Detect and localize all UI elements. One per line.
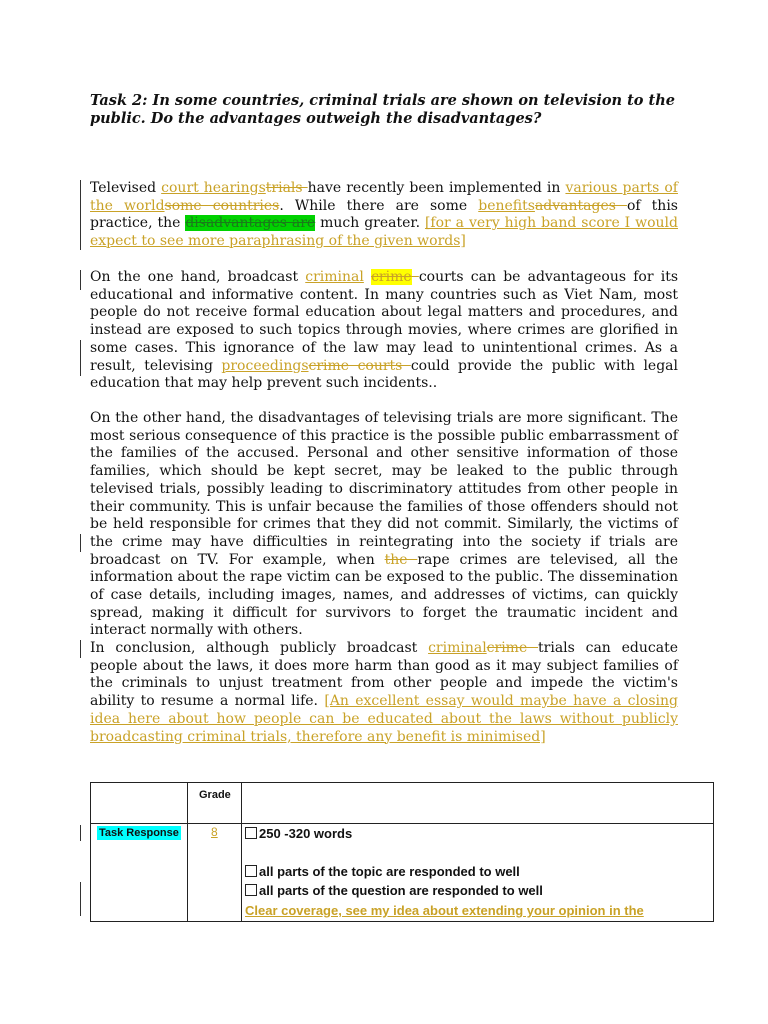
criterion-word-count: [245, 826, 352, 841]
task-response-grade: 8: [211, 825, 218, 839]
text: [364, 269, 371, 285]
text: could provide the public with legal education that may help prevent such incidents..: [90, 357, 679, 392]
criterion-label: 250 -320 words: [259, 826, 353, 841]
deletion: crime: [486, 640, 539, 656]
text: On the one hand, broadcast: [90, 269, 306, 285]
insertion: proceedings: [221, 357, 309, 374]
insertion: various parts of the world: [90, 180, 678, 214]
task-title: Task 2: In some countries, criminal trials are shown on television to the public. Do the advantages outweigh the disadvantages?: [90, 92, 675, 127]
deletion: the: [384, 551, 418, 568]
deletion: advantages: [534, 197, 627, 214]
text: much greater.: [315, 215, 425, 232]
grading-table: [90, 782, 714, 922]
change-bar: [80, 340, 81, 376]
paragraph-intro: [90, 180, 678, 251]
text: of this practice, the: [90, 197, 678, 232]
table-divider: [187, 783, 188, 921]
deletion: some countries: [164, 197, 280, 214]
task-response-label: Task Response: [99, 827, 179, 839]
text: In conclusion, although publicly broadcast: [90, 640, 429, 656]
text: rape crimes are televised, all the information about the rape victim can be exposed to the public. The dissemination of case details, including images, names, and addresses of victims, can quickly spread, making it difficult for survivors to forget the traumatic incident and interact normally with others.: [90, 551, 678, 639]
change-bar: [80, 534, 81, 552]
checkbox[interactable]: [245, 865, 257, 877]
reviewer-comment: [for a very high band score I would expect to see more paraphrasing of the given words]: [90, 215, 678, 250]
insertion: criminal: [305, 269, 364, 285]
criterion-topic: [245, 864, 520, 879]
criterion-label: all parts of the question are responded to well: [259, 883, 543, 898]
change-bar: [80, 825, 81, 841]
reviewer-comment: [An excellent essay would maybe have a closing idea here about how people can be educated about the laws without publicly broadcasting criminal trials, therefore any benefit is minimised]: [90, 693, 679, 745]
grade-header: Grade: [199, 789, 231, 801]
deletion: [412, 269, 419, 285]
checkbox[interactable]: [245, 884, 257, 896]
change-bar: [80, 270, 81, 290]
text: courts can be advantageous for its educational and informative content. In many countries such as Viet Nam, most people do not receive formal education about legal matters and procedures, and instead are exposed to such topics through movies, where crimes are glorified in some cases. This ignorance of the law may lead to unintentional crimes. As a result, televising: [90, 269, 679, 374]
paragraph-disadvantages: [90, 410, 678, 640]
change-bar: [80, 882, 81, 916]
highlighted-deletion: crime: [371, 269, 412, 285]
change-bar: [80, 640, 81, 658]
text: have recently been implemented in: [307, 180, 566, 196]
text: . While there are some: [279, 197, 479, 214]
text: trials can educate people about the laws, it does more harm than good as it may subject families of the criminals to unjust treatment from other people and impede the victim's ability to resume a normal life.: [90, 640, 678, 710]
insertion: benefits: [478, 197, 535, 214]
text: Televised: [90, 180, 162, 196]
criterion-label: all parts of the topic are responded to well: [259, 864, 520, 879]
deletion: crime courts: [308, 357, 411, 374]
table-divider: [241, 783, 242, 921]
change-bar: [80, 180, 81, 250]
table-divider: [91, 823, 713, 824]
paragraph-advantages: [90, 269, 678, 393]
criterion-question: [245, 883, 543, 898]
deletion: trials: [265, 180, 308, 196]
checkbox[interactable]: [245, 827, 257, 839]
text: On the other hand, the disadvantages of televising trials are more significant. The most serious consequence of this practice is the possible public embarrassment of the families of the accused. Personal and other sensitive information of those families, which should be kept secret, may be leaked to the public through televised trials, possibly leading to discriminatory attitudes from other people in their community. This is unfair because the families of those offenders should not be held responsible for crimes that they did not commit. Similarly, the victims of the crime may have difficulties in reintegrating into the society if trials are broadcast on TV. For example, when: [90, 410, 678, 568]
highlighted-deletion: disadvantages: [185, 215, 292, 232]
insertion: court hearings: [161, 180, 266, 196]
reviewer-note: Clear coverage, see my idea about extending your opinion in the: [245, 903, 644, 918]
insertion: criminal: [428, 640, 487, 656]
paragraph-conclusion: [90, 640, 678, 746]
highlighted-deletion: are: [291, 215, 316, 232]
